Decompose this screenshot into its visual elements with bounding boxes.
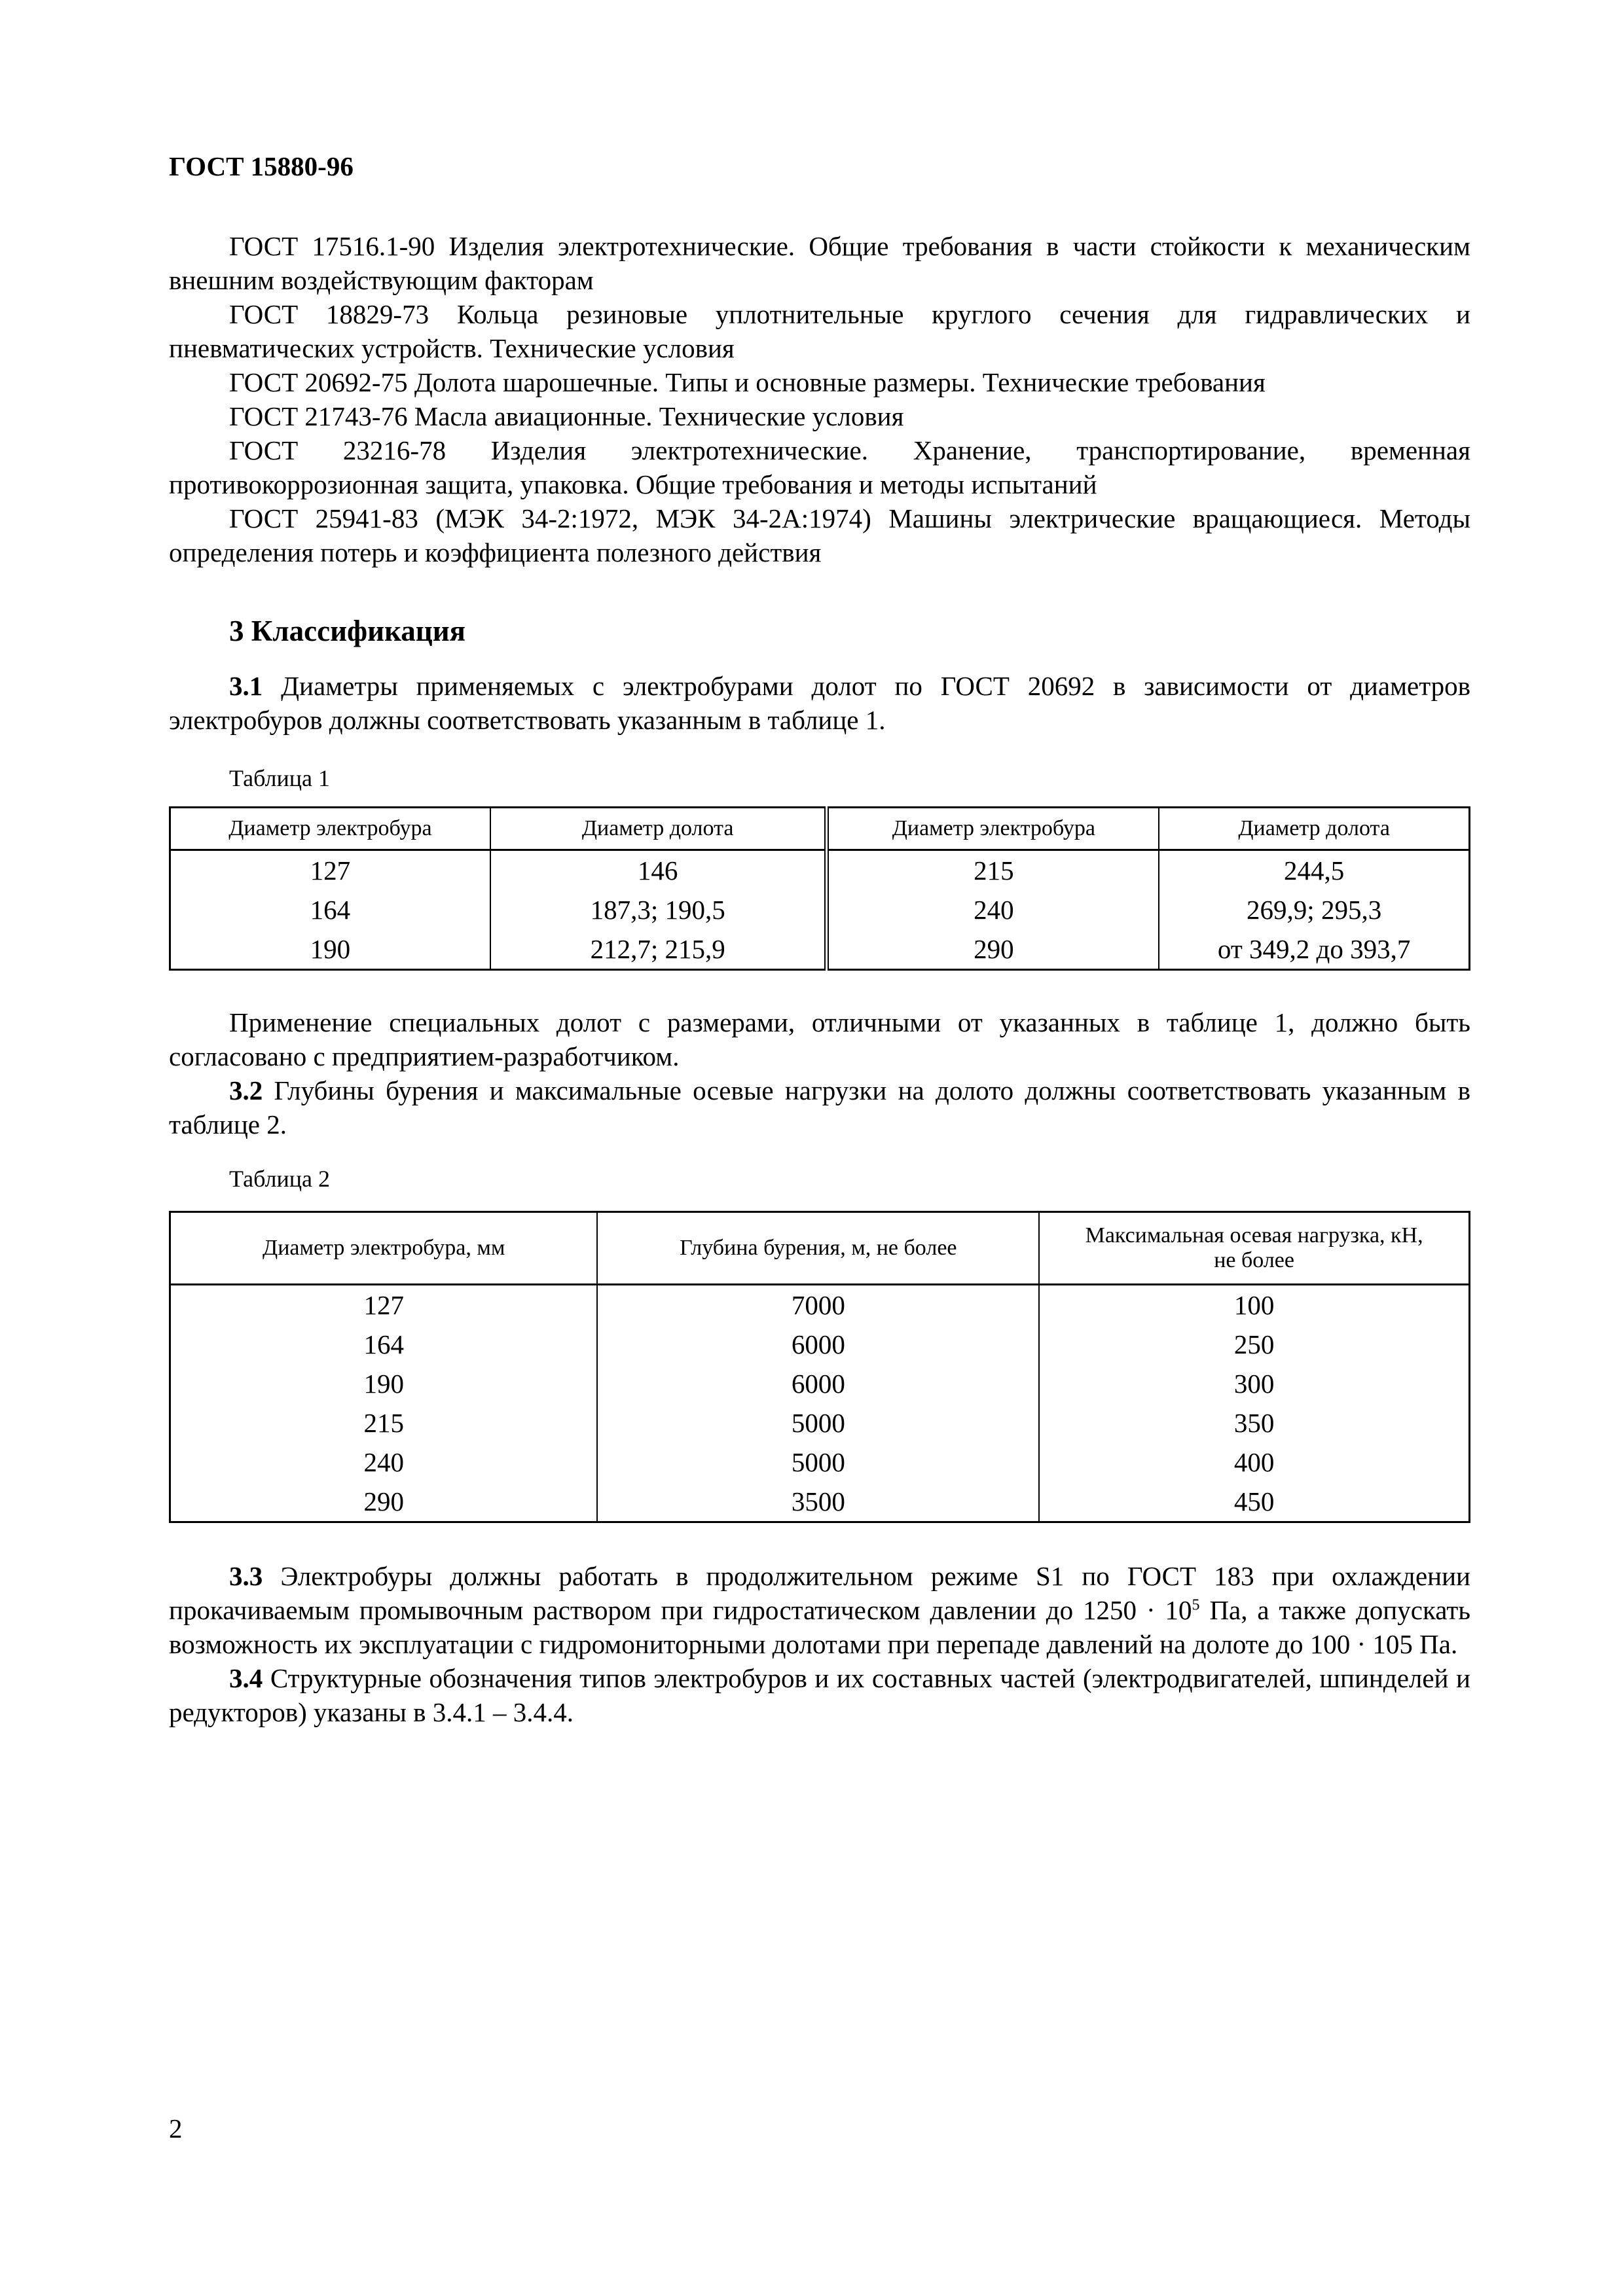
table-cell: 164 bbox=[170, 1325, 598, 1364]
paragraph-special-bits: Применение специальных долот с размерами, отличными от указанных в таблице 1, должно быть согласовано с предприятием-разработчиком. bbox=[169, 1007, 1470, 1071]
clause-number: 3.1 bbox=[229, 671, 263, 701]
table-row bbox=[170, 1285, 1470, 1325]
table-row bbox=[170, 1364, 1470, 1403]
clause-text: Электробуры должны работать в продолжительном режиме S1 по ГОСТ 183 при охлаждении прокачиваемым промывочным раствором при гидростатическом давлении до 1250 · 10 bbox=[169, 1561, 1470, 1625]
table-cell: 127 bbox=[170, 1285, 598, 1325]
reference-item: ГОСТ 17516.1-90 Изделия электротехнические. Общие требования в части стойкости к механическим внешним воздействующим факторам bbox=[169, 231, 1470, 295]
reference-item: ГОСТ 25941-83 (МЭК 34-2:1972, МЭК 34-2А:1974) Машины электрические вращающиеся. Методы определения потерь и коэффициента полезного действия bbox=[169, 503, 1470, 567]
table-header-cell: Глубина бурения, м, не более bbox=[597, 1212, 1039, 1285]
table-cell: 450 bbox=[1039, 1482, 1469, 1522]
table-cell: 290 bbox=[170, 1482, 598, 1522]
table-cell: 6000 bbox=[597, 1364, 1039, 1403]
table-cell: 146 bbox=[490, 850, 827, 891]
table-cell: 187,3; 190,5 bbox=[490, 890, 827, 929]
table-cell: 6000 bbox=[597, 1325, 1039, 1364]
reference-item: ГОСТ 23216-78 Изделия электротехнические. Хранение, транспортирование, временная противокоррозионная защита, упаковка. Общие требования и методы испытаний bbox=[169, 435, 1470, 499]
clause-number: 3.4 bbox=[229, 1663, 263, 1693]
clause-number: 3.2 bbox=[229, 1075, 263, 1105]
table-cell: 215 bbox=[170, 1403, 598, 1443]
table-cell: 5000 bbox=[597, 1443, 1039, 1482]
document-header: ГОСТ 15880-96 bbox=[169, 151, 354, 181]
clause-number: 3.3 bbox=[229, 1561, 263, 1591]
table-cell: 100 bbox=[1039, 1285, 1469, 1325]
table-cell: 127 bbox=[170, 850, 490, 891]
table-cell: 240 bbox=[827, 890, 1159, 929]
table-1 bbox=[169, 806, 1470, 971]
table-header-cell: Максимальная осевая нагрузка, кН, не более bbox=[1039, 1212, 1469, 1285]
reference-item: ГОСТ 20692-75 Долота шарошечные. Типы и основные размеры. Технические требования bbox=[229, 367, 1266, 397]
table-cell: 400 bbox=[1039, 1443, 1469, 1482]
table-cell: 350 bbox=[1039, 1403, 1469, 1443]
section-title: 3 Классификация bbox=[229, 615, 466, 647]
table-cell: от 349,2 до 393,7 bbox=[1159, 929, 1469, 970]
table-cell: 250 bbox=[1039, 1325, 1469, 1364]
table-row bbox=[170, 1443, 1470, 1482]
table-row bbox=[170, 929, 1470, 970]
table-row bbox=[170, 1403, 1470, 1443]
table-header-row bbox=[170, 1212, 1470, 1285]
clause-text: Глубины бурения и максимальные осевые нагрузки на долото должны соответствовать указанным в таблице 2. bbox=[169, 1075, 1470, 1139]
paragraph-block-3-2 bbox=[169, 1005, 1470, 1141]
table-cell: 212,7; 215,9 bbox=[490, 929, 827, 970]
clause-text: Структурные обозначения типов электробуров и их составных частей (электродвигателей, шпинделей и редукторов) указаны в 3.4.1 – 3.4.4. bbox=[169, 1663, 1470, 1727]
table-row bbox=[170, 890, 1470, 929]
paragraph-3-1 bbox=[169, 669, 1470, 737]
table-cell: 190 bbox=[170, 1364, 598, 1403]
table-cell: 240 bbox=[170, 1443, 598, 1482]
table-cell: 290 bbox=[827, 929, 1159, 970]
table-row bbox=[170, 850, 1470, 891]
table-cell: 3500 bbox=[597, 1482, 1039, 1522]
paragraph-3-4 bbox=[169, 1661, 1470, 1729]
page-number: 2 bbox=[169, 2113, 183, 2144]
table-cell: 300 bbox=[1039, 1364, 1469, 1403]
table-row bbox=[170, 1482, 1470, 1522]
table-cell: 269,9; 295,3 bbox=[1159, 890, 1469, 929]
table-cell: 5000 bbox=[597, 1403, 1039, 1443]
table-row bbox=[170, 1325, 1470, 1364]
paragraph-3-2 bbox=[169, 1073, 1470, 1141]
table-2-caption: Таблица 2 bbox=[229, 1166, 330, 1192]
clause-text: Диаметры применяемых с электробурами долот по ГОСТ 20692 в зависимости от диаметров электробуров должны соответствовать указанным в таблице 1. bbox=[169, 671, 1470, 735]
table-header-row bbox=[170, 808, 1470, 850]
paragraph-block-3-3 bbox=[169, 1559, 1470, 1729]
table-header-cell: Диаметр электробура, мм bbox=[170, 1212, 598, 1285]
reference-item: ГОСТ 21743-76 Масла авиационные. Технические условия bbox=[229, 401, 904, 431]
table-header-cell: Диаметр долота bbox=[490, 808, 827, 850]
paragraph-3-3 bbox=[169, 1559, 1470, 1661]
table-header-cell: Диаметр долота bbox=[1159, 808, 1469, 850]
clause-text: Па, а также допускать возможность их эксплуатации с гидромониторными долотами при перепаде давлений на долоте до 100 · 105 Па. bbox=[169, 1595, 1470, 1659]
table-1-caption: Таблица 1 bbox=[229, 765, 330, 791]
reference-item: ГОСТ 18829-73 Кольца резиновые уплотнительные круглого сечения для гидравлических и пневматических устройств. Технические условия bbox=[169, 299, 1470, 363]
table-cell: 164 bbox=[170, 890, 490, 929]
table-cell: 7000 bbox=[597, 1285, 1039, 1325]
table-2 bbox=[169, 1211, 1470, 1523]
exponent: 5 bbox=[1192, 1596, 1200, 1614]
normative-references bbox=[169, 229, 1470, 569]
table-header-cell: Диаметр электробура bbox=[170, 808, 490, 850]
table-cell: 215 bbox=[827, 850, 1159, 891]
table-cell: 244,5 bbox=[1159, 850, 1469, 891]
table-header-cell: Диаметр электробура bbox=[827, 808, 1159, 850]
table-cell: 190 bbox=[170, 929, 490, 970]
